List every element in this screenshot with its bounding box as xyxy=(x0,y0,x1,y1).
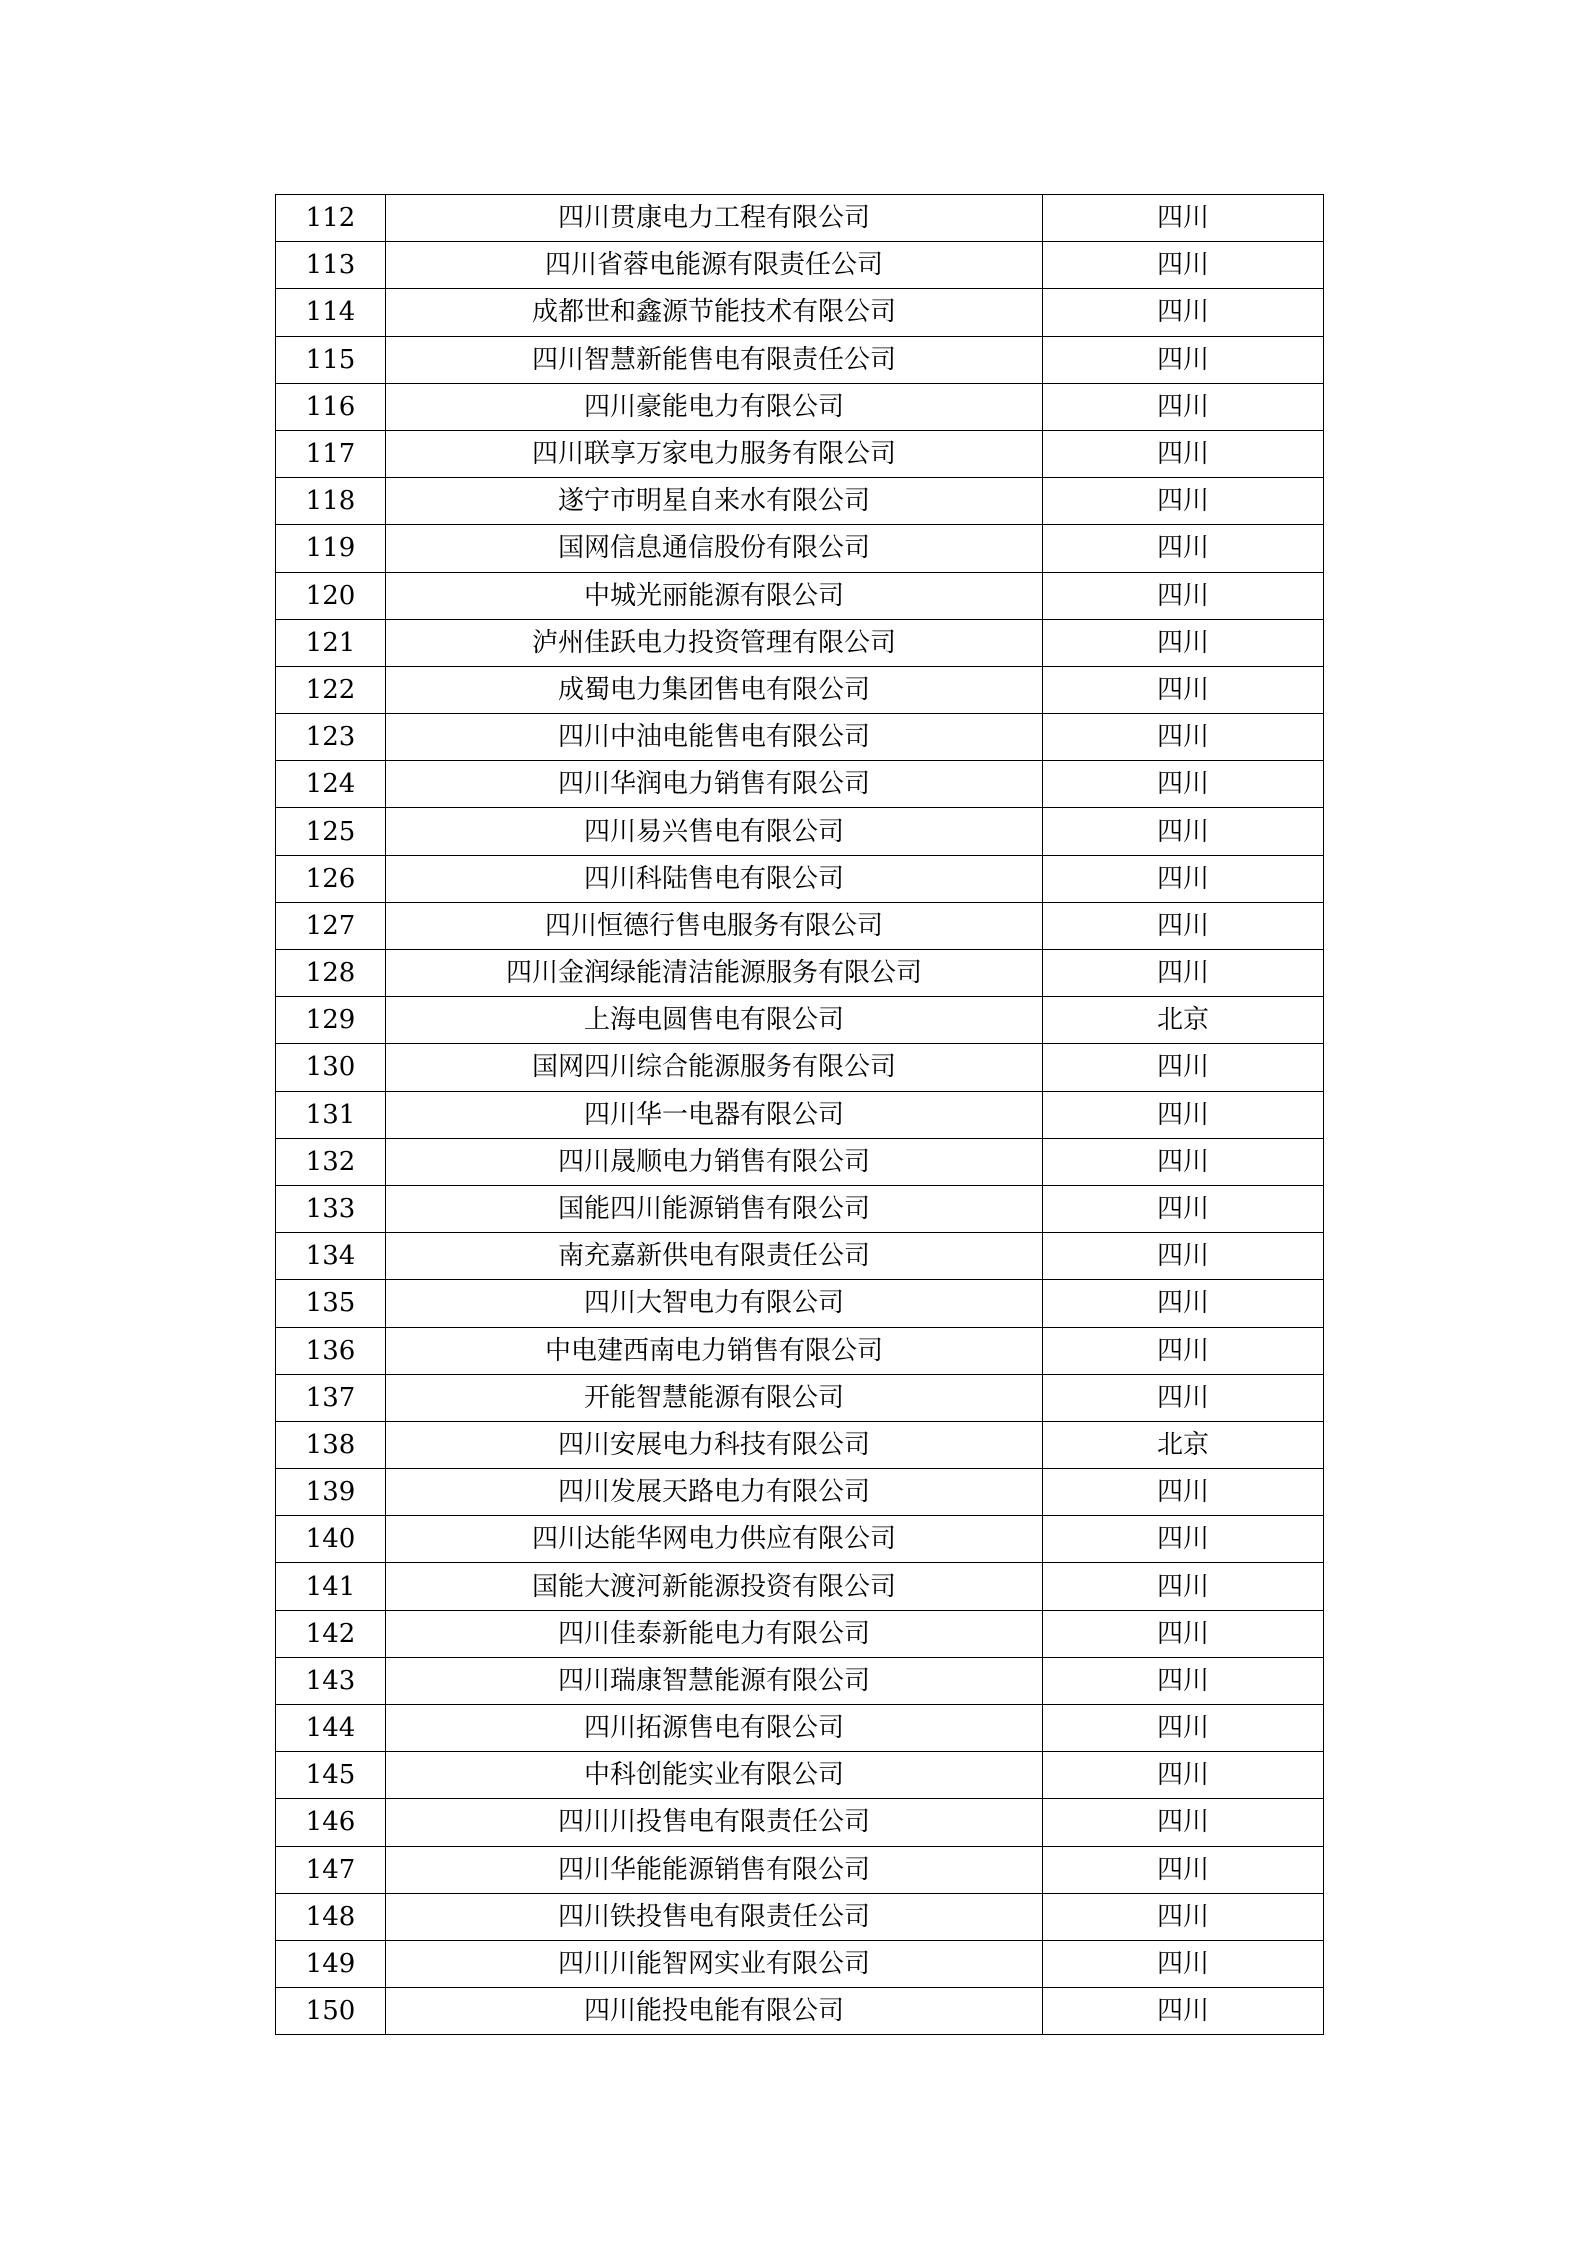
table-row xyxy=(276,289,1324,336)
table-row xyxy=(276,1988,1324,2035)
table-row xyxy=(276,619,1324,666)
region-cell: 四川 xyxy=(1043,1799,1324,1846)
table-row xyxy=(276,902,1324,949)
company-name-cell: 开能智慧能源有限公司 xyxy=(386,1374,1043,1421)
table-row xyxy=(276,1091,1324,1138)
row-number-cell: 148 xyxy=(276,1893,386,1940)
table-row xyxy=(276,666,1324,713)
row-number-cell: 120 xyxy=(276,572,386,619)
table-row xyxy=(276,383,1324,430)
company-name-cell: 四川拓源售电有限公司 xyxy=(386,1705,1043,1752)
company-name-cell: 四川豪能电力有限公司 xyxy=(386,383,1043,430)
company-name-cell: 四川能投电能有限公司 xyxy=(386,1988,1043,2035)
region-cell: 北京 xyxy=(1043,997,1324,1044)
company-name-cell: 四川发展天路电力有限公司 xyxy=(386,1469,1043,1516)
row-number-cell: 142 xyxy=(276,1610,386,1657)
region-cell: 四川 xyxy=(1043,902,1324,949)
row-number-cell: 135 xyxy=(276,1280,386,1327)
region-cell: 四川 xyxy=(1043,1044,1324,1091)
table-row xyxy=(276,761,1324,808)
table-row xyxy=(276,1563,1324,1610)
row-number-cell: 145 xyxy=(276,1752,386,1799)
table-row xyxy=(276,1327,1324,1374)
table-row xyxy=(276,195,1324,242)
row-number-cell: 138 xyxy=(276,1421,386,1468)
region-cell: 四川 xyxy=(1043,761,1324,808)
company-name-cell: 中城光丽能源有限公司 xyxy=(386,572,1043,619)
table-row xyxy=(276,1516,1324,1563)
region-cell: 四川 xyxy=(1043,1846,1324,1893)
table-row xyxy=(276,855,1324,902)
row-number-cell: 126 xyxy=(276,855,386,902)
company-name-cell: 四川达能华网电力供应有限公司 xyxy=(386,1516,1043,1563)
company-name-cell: 南充嘉新供电有限责任公司 xyxy=(386,1233,1043,1280)
company-name-cell: 四川贯康电力工程有限公司 xyxy=(386,195,1043,242)
company-name-cell: 遂宁市明星自来水有限公司 xyxy=(386,478,1043,525)
company-name-cell: 四川金润绿能清洁能源服务有限公司 xyxy=(386,950,1043,997)
company-name-cell: 四川华能能源销售有限公司 xyxy=(386,1846,1043,1893)
region-cell: 四川 xyxy=(1043,1610,1324,1657)
region-cell: 四川 xyxy=(1043,1563,1324,1610)
row-number-cell: 136 xyxy=(276,1327,386,1374)
row-number-cell: 119 xyxy=(276,525,386,572)
row-number-cell: 141 xyxy=(276,1563,386,1610)
row-number-cell: 147 xyxy=(276,1846,386,1893)
company-name-cell: 四川省蓉电能源有限责任公司 xyxy=(386,242,1043,289)
company-name-cell: 四川大智电力有限公司 xyxy=(386,1280,1043,1327)
row-number-cell: 140 xyxy=(276,1516,386,1563)
region-cell: 四川 xyxy=(1043,1516,1324,1563)
table-row xyxy=(276,1185,1324,1232)
region-cell: 四川 xyxy=(1043,1752,1324,1799)
row-number-cell: 116 xyxy=(276,383,386,430)
region-cell: 四川 xyxy=(1043,289,1324,336)
table-row xyxy=(276,714,1324,761)
table-row xyxy=(276,242,1324,289)
row-number-cell: 146 xyxy=(276,1799,386,1846)
region-cell: 四川 xyxy=(1043,855,1324,902)
company-name-cell: 四川佳泰新能电力有限公司 xyxy=(386,1610,1043,1657)
region-cell: 四川 xyxy=(1043,336,1324,383)
table-row xyxy=(276,1469,1324,1516)
row-number-cell: 133 xyxy=(276,1185,386,1232)
company-name-cell: 四川川投售电有限责任公司 xyxy=(386,1799,1043,1846)
table-row xyxy=(276,525,1324,572)
region-cell: 四川 xyxy=(1043,1091,1324,1138)
row-number-cell: 129 xyxy=(276,997,386,1044)
region-cell: 四川 xyxy=(1043,195,1324,242)
row-number-cell: 121 xyxy=(276,619,386,666)
row-number-cell: 134 xyxy=(276,1233,386,1280)
row-number-cell: 128 xyxy=(276,950,386,997)
region-cell: 四川 xyxy=(1043,950,1324,997)
region-cell: 四川 xyxy=(1043,808,1324,855)
company-name-cell: 四川安展电力科技有限公司 xyxy=(386,1421,1043,1468)
company-name-cell: 国网信息通信股份有限公司 xyxy=(386,525,1043,572)
table-row xyxy=(276,1374,1324,1421)
region-cell: 四川 xyxy=(1043,1657,1324,1704)
company-name-cell: 国能大渡河新能源投资有限公司 xyxy=(386,1563,1043,1610)
table-row xyxy=(276,1280,1324,1327)
table-row xyxy=(276,1846,1324,1893)
table-body xyxy=(276,195,1324,2035)
table-row xyxy=(276,1752,1324,1799)
table-row xyxy=(276,950,1324,997)
row-number-cell: 149 xyxy=(276,1940,386,1987)
row-number-cell: 117 xyxy=(276,430,386,477)
table-row xyxy=(276,430,1324,477)
table-row xyxy=(276,997,1324,1044)
row-number-cell: 130 xyxy=(276,1044,386,1091)
row-number-cell: 144 xyxy=(276,1705,386,1752)
table-row xyxy=(276,1610,1324,1657)
company-name-cell: 四川智慧新能售电有限责任公司 xyxy=(386,336,1043,383)
table-row xyxy=(276,808,1324,855)
region-cell: 四川 xyxy=(1043,242,1324,289)
region-cell: 四川 xyxy=(1043,1138,1324,1185)
row-number-cell: 139 xyxy=(276,1469,386,1516)
company-name-cell: 国网四川综合能源服务有限公司 xyxy=(386,1044,1043,1091)
company-name-cell: 四川中油电能售电有限公司 xyxy=(386,714,1043,761)
row-number-cell: 127 xyxy=(276,902,386,949)
table-row xyxy=(276,336,1324,383)
table-row xyxy=(276,1138,1324,1185)
company-name-cell: 中电建西南电力销售有限公司 xyxy=(386,1327,1043,1374)
row-number-cell: 137 xyxy=(276,1374,386,1421)
region-cell: 北京 xyxy=(1043,1421,1324,1468)
company-name-cell: 国能四川能源销售有限公司 xyxy=(386,1185,1043,1232)
row-number-cell: 143 xyxy=(276,1657,386,1704)
row-number-cell: 125 xyxy=(276,808,386,855)
region-cell: 四川 xyxy=(1043,714,1324,761)
row-number-cell: 150 xyxy=(276,1988,386,2035)
region-cell: 四川 xyxy=(1043,430,1324,477)
region-cell: 四川 xyxy=(1043,1233,1324,1280)
table-row xyxy=(276,1705,1324,1752)
company-name-cell: 成蜀电力集团售电有限公司 xyxy=(386,666,1043,713)
table-row xyxy=(276,1940,1324,1987)
region-cell: 四川 xyxy=(1043,619,1324,666)
region-cell: 四川 xyxy=(1043,383,1324,430)
region-cell: 四川 xyxy=(1043,1185,1324,1232)
region-cell: 四川 xyxy=(1043,478,1324,525)
company-name-cell: 四川晟顺电力销售有限公司 xyxy=(386,1138,1043,1185)
region-cell: 四川 xyxy=(1043,1280,1324,1327)
table-row xyxy=(276,1657,1324,1704)
company-name-cell: 四川华一电器有限公司 xyxy=(386,1091,1043,1138)
region-cell: 四川 xyxy=(1043,666,1324,713)
row-number-cell: 112 xyxy=(276,195,386,242)
company-name-cell: 上海电圆售电有限公司 xyxy=(386,997,1043,1044)
company-name-cell: 四川铁投售电有限责任公司 xyxy=(386,1893,1043,1940)
table-row xyxy=(276,1799,1324,1846)
company-name-cell: 四川华润电力销售有限公司 xyxy=(386,761,1043,808)
company-name-cell: 四川联享万家电力服务有限公司 xyxy=(386,430,1043,477)
company-name-cell: 四川恒德行售电服务有限公司 xyxy=(386,902,1043,949)
table-row xyxy=(276,1421,1324,1468)
region-cell: 四川 xyxy=(1043,1893,1324,1940)
row-number-cell: 124 xyxy=(276,761,386,808)
region-cell: 四川 xyxy=(1043,525,1324,572)
region-cell: 四川 xyxy=(1043,1940,1324,1987)
row-number-cell: 132 xyxy=(276,1138,386,1185)
table-row xyxy=(276,1893,1324,1940)
row-number-cell: 131 xyxy=(276,1091,386,1138)
company-name-cell: 四川川能智网实业有限公司 xyxy=(386,1940,1043,1987)
company-table xyxy=(275,194,1324,2035)
region-cell: 四川 xyxy=(1043,1327,1324,1374)
company-name-cell: 四川瑞康智慧能源有限公司 xyxy=(386,1657,1043,1704)
table-row xyxy=(276,572,1324,619)
region-cell: 四川 xyxy=(1043,1374,1324,1421)
row-number-cell: 113 xyxy=(276,242,386,289)
table-row xyxy=(276,1044,1324,1091)
company-name-cell: 泸州佳跃电力投资管理有限公司 xyxy=(386,619,1043,666)
company-name-cell: 四川易兴售电有限公司 xyxy=(386,808,1043,855)
region-cell: 四川 xyxy=(1043,1705,1324,1752)
row-number-cell: 115 xyxy=(276,336,386,383)
row-number-cell: 122 xyxy=(276,666,386,713)
table-row xyxy=(276,478,1324,525)
row-number-cell: 118 xyxy=(276,478,386,525)
company-name-cell: 中科创能实业有限公司 xyxy=(386,1752,1043,1799)
region-cell: 四川 xyxy=(1043,1469,1324,1516)
row-number-cell: 114 xyxy=(276,289,386,336)
table-row xyxy=(276,1233,1324,1280)
company-name-cell: 成都世和鑫源节能技术有限公司 xyxy=(386,289,1043,336)
region-cell: 四川 xyxy=(1043,572,1324,619)
region-cell: 四川 xyxy=(1043,1988,1324,2035)
company-name-cell: 四川科陆售电有限公司 xyxy=(386,855,1043,902)
row-number-cell: 123 xyxy=(276,714,386,761)
